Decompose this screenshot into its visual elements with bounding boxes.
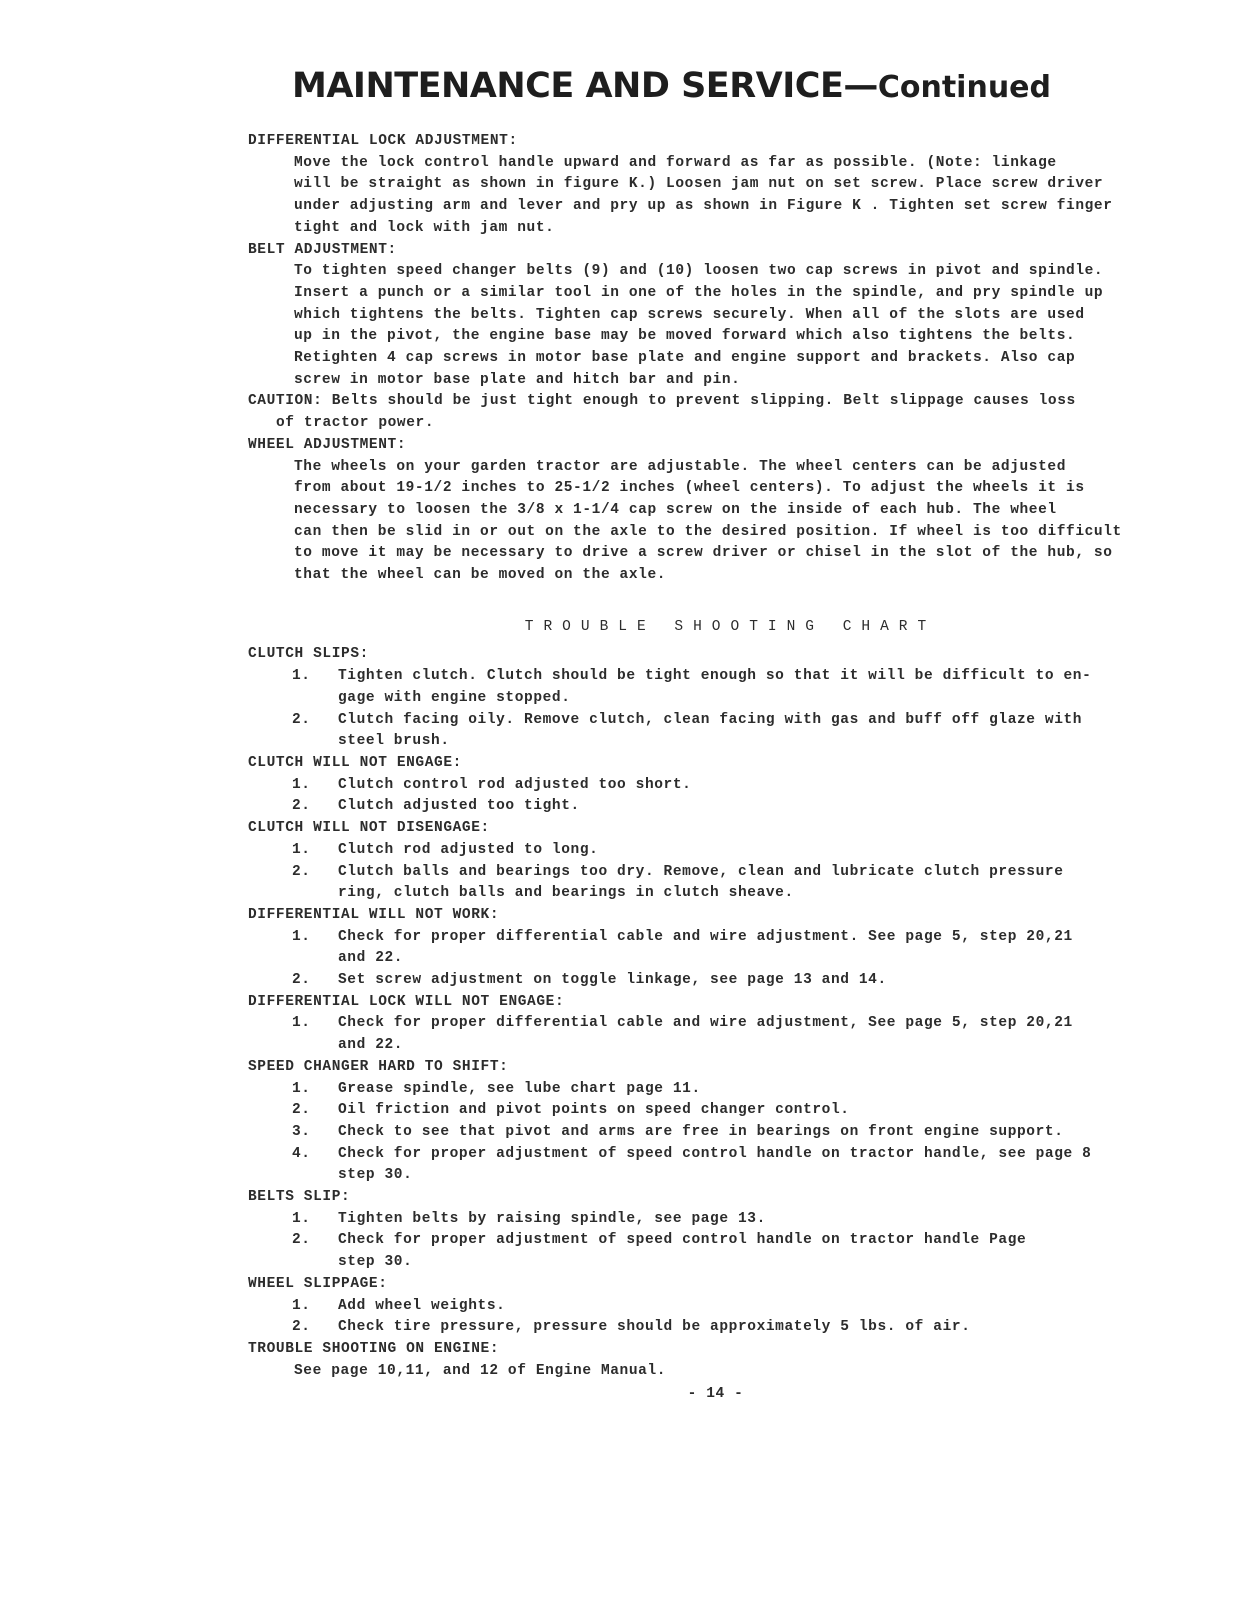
item-text: Add wheel weights. xyxy=(338,1297,506,1314)
trouble-item xyxy=(248,927,1173,949)
trouble-item xyxy=(248,862,1173,884)
item-text: Check for proper differential cable and wire adjustment, See page 5, step 20,21 xyxy=(338,1015,1073,1032)
trouble-heading: WHEEL SLIPPAGE: xyxy=(248,1275,388,1292)
trouble-item xyxy=(248,1209,1173,1231)
item-text-continued: gage with engine stopped. xyxy=(338,689,571,706)
trouble-item xyxy=(248,1100,1173,1122)
item-number: 1. xyxy=(292,1015,311,1032)
page-content xyxy=(248,131,1173,1406)
trouble-heading: CLUTCH WILL NOT DISENGAGE: xyxy=(248,820,490,837)
title-continued: Continued xyxy=(877,70,1052,105)
item-text: Grease spindle, see lube chart page 11. xyxy=(338,1080,701,1097)
item-number: 1. xyxy=(292,1080,311,1097)
item-number: 3. xyxy=(292,1123,311,1140)
trouble-item xyxy=(248,1230,1173,1252)
diff-lock-line: will be straight as shown in figure K.) Loosen jam nut on set screw. Place screw driver xyxy=(294,176,1104,193)
wheel-line: The wheels on your garden tractor are adjustable. The wheel centers can be adjusted xyxy=(294,458,1067,475)
item-text-continued: and 22. xyxy=(338,950,404,967)
item-number: 2. xyxy=(292,863,311,880)
page-number: - 14 - xyxy=(687,1386,744,1403)
wheel-line: necessary to loosen the 3/8 x 1-1/4 cap screw on the inside of each hub. The wheel xyxy=(294,501,1057,518)
trouble-heading: CLUTCH SLIPS: xyxy=(248,646,369,663)
wheel-line: can then be slid in or out on the axle to the desired position. If wheel is too difficult xyxy=(294,523,1122,540)
section-spacer xyxy=(248,587,1173,617)
belt-line: Insert a punch or a similar tool in one of the holes in the spindle, and pry spindle up xyxy=(294,284,1104,301)
item-text: Tighten clutch. Clutch should be tight enough so that it will be difficult to en- xyxy=(338,668,1092,685)
caution-line: of tractor power. xyxy=(276,415,435,432)
item-number: 2. xyxy=(292,1102,311,1119)
trouble-heading: CLUTCH WILL NOT ENGAGE: xyxy=(248,754,462,771)
item-number: 1. xyxy=(292,668,311,685)
item-text: Set screw adjustment on toggle linkage, see page 13 and 14. xyxy=(338,972,887,989)
trouble-item xyxy=(248,1144,1173,1166)
trouble-item xyxy=(248,775,1173,797)
item-text-continued: step 30. xyxy=(338,1167,413,1184)
belt-line: To tighten speed changer belts (9) and (10) loosen two cap screws in pivot and spindle. xyxy=(294,263,1104,280)
wheel-line: from about 19-1/2 inches to 25-1/2 inches (wheel centers). To adjust the wheels it is xyxy=(294,480,1085,497)
page-title xyxy=(292,66,1051,106)
trouble-heading: DIFFERENTIAL LOCK WILL NOT ENGAGE: xyxy=(248,993,565,1010)
diff-lock-heading: DIFFERENTIAL LOCK ADJUSTMENT: xyxy=(248,133,518,149)
item-number: 2. xyxy=(292,1319,311,1336)
trouble-item xyxy=(248,1122,1173,1144)
trouble-heading: DIFFERENTIAL WILL NOT WORK: xyxy=(248,906,500,923)
belt-line: up in the pivot, the engine base may be moved forward which also tightens the belts. xyxy=(294,328,1076,345)
diff-lock-line: Move the lock control handle upward and forward as far as possible. (Note: linkage xyxy=(294,154,1057,171)
trouble-item xyxy=(248,666,1173,688)
wheel-line: to move it may be necessary to drive a screw driver or chisel in the slot of the hub, so xyxy=(294,545,1113,562)
item-text: Check for proper adjustment of speed control handle on tractor handle, see page 8 xyxy=(338,1145,1092,1162)
item-text: Check for proper differential cable and wire adjustment. See page 5, step 20,21 xyxy=(338,928,1073,945)
item-text-continued: ring, clutch balls and bearings in clutch sheave. xyxy=(338,885,794,902)
item-number: 4. xyxy=(292,1145,311,1162)
belt-line: screw in motor base plate and hitch bar and pin. xyxy=(294,371,741,388)
wheel-line: that the wheel can be moved on the axle. xyxy=(294,567,667,584)
item-text-continued: step 30. xyxy=(338,1254,413,1271)
trouble-chart-title: TROUBLE SHOOTING CHART xyxy=(524,618,937,635)
trouble-item xyxy=(248,1296,1173,1318)
belt-heading: BELT ADJUSTMENT: xyxy=(248,241,397,258)
item-text: Clutch rod adjusted to long. xyxy=(338,841,599,858)
wheel-heading: WHEEL ADJUSTMENT: xyxy=(248,436,407,453)
item-text: Tighten belts by raising spindle, see page 13. xyxy=(338,1210,766,1227)
trouble-item xyxy=(248,970,1173,992)
trouble-item xyxy=(248,710,1173,732)
item-text-continued: steel brush. xyxy=(338,733,450,750)
item-text: Clutch adjusted too tight. xyxy=(338,798,580,815)
diff-lock-line: under adjusting arm and lever and pry up as shown in Figure K . Tighten set screw finger xyxy=(294,198,1113,215)
belt-line: Retighten 4 cap screws in motor base plate and engine support and brackets. Also cap xyxy=(294,350,1076,367)
item-number: 2. xyxy=(292,972,311,989)
engine-heading: TROUBLE SHOOTING ON ENGINE: xyxy=(248,1340,500,1357)
item-number: 1. xyxy=(292,1210,311,1227)
item-text-continued: and 22. xyxy=(338,1037,404,1054)
item-text: Check tire pressure, pressure should be approximately 5 lbs. of air. xyxy=(338,1319,971,1336)
item-text: Clutch facing oily. Remove clutch, clean facing with gas and buff off glaze with xyxy=(338,711,1083,728)
item-text: Clutch control rod adjusted too short. xyxy=(338,776,692,793)
trouble-item xyxy=(248,1013,1173,1035)
trouble-heading: BELTS SLIP: xyxy=(248,1189,351,1206)
item-number: 2. xyxy=(292,711,311,728)
item-text: Oil friction and pivot points on speed changer control. xyxy=(338,1102,850,1119)
item-number: 1. xyxy=(292,776,311,793)
engine-line: See page 10,11, and 12 of Engine Manual. xyxy=(294,1362,667,1379)
item-number: 2. xyxy=(292,1232,311,1249)
item-text: Clutch balls and bearings too dry. Remove, clean and lubricate clutch pressure xyxy=(338,863,1064,880)
item-number: 1. xyxy=(292,928,311,945)
title-main: MAINTENANCE AND SERVICE— xyxy=(292,66,878,106)
item-text: Check for proper adjustment of speed control handle on tractor handle Page xyxy=(338,1232,1027,1249)
item-number: 1. xyxy=(292,841,311,858)
trouble-item xyxy=(248,1079,1173,1101)
item-number: 2. xyxy=(292,798,311,815)
trouble-item xyxy=(248,796,1173,818)
belt-line: which tightens the belts. Tighten cap screws securely. When all of the slots are used xyxy=(294,306,1085,323)
item-number: 1. xyxy=(292,1297,311,1314)
trouble-item xyxy=(248,1317,1173,1339)
trouble-item xyxy=(248,840,1173,862)
caution-line: CAUTION: Belts should be just tight enough to prevent slipping. Belt slippage causes loss xyxy=(248,393,1076,410)
item-text: Check to see that pivot and arms are free in bearings on front engine support. xyxy=(338,1123,1064,1140)
trouble-heading: SPEED CHANGER HARD TO SHIFT: xyxy=(248,1058,509,1075)
diff-lock-line: tight and lock with jam nut. xyxy=(294,219,555,236)
